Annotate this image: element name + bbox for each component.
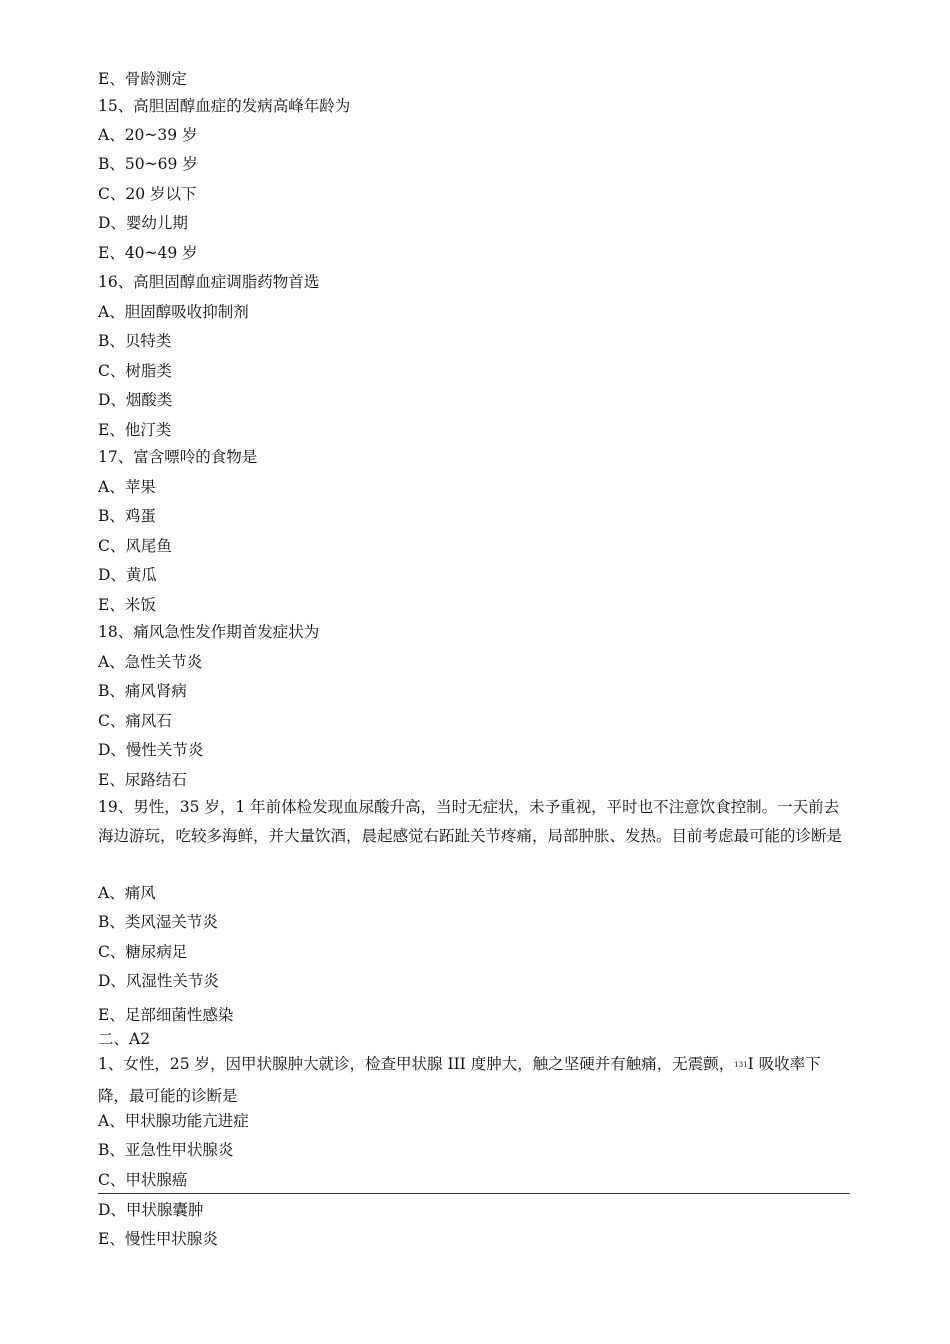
option-line: B、鸡蛋 (98, 507, 156, 525)
option-line: C、风尾鱼 (98, 537, 172, 555)
option-line: D、烟酸类 (98, 391, 173, 409)
option-line: A、苹果 (98, 478, 156, 496)
question-title: 15、高胆固醇血症的发病高峰年龄为 (98, 97, 351, 115)
option-line: C、甲状腺癌 (98, 1171, 188, 1189)
option-line: E、慢性甲状腺炎 (98, 1230, 218, 1248)
option-line: E、足部细菌性感染 (98, 1006, 234, 1024)
option-line: E、他汀类 (98, 421, 172, 439)
section-heading: 二、A2 (98, 1030, 151, 1048)
a2-question-1-text-after: I 吸收率下降，最可能的诊断是 (98, 1055, 821, 1105)
question-title: 18、痛风急性发作期首发症状为 (98, 623, 320, 641)
option-line: A、痛风 (98, 884, 156, 902)
option-line: D、慢性关节炎 (98, 741, 204, 759)
option-line: D、甲状腺囊肿 (98, 1201, 204, 1219)
a2-question-1-text (98, 1050, 850, 1111)
option-line: C、树脂类 (98, 362, 172, 380)
isotope-superscript: 131 (734, 1061, 748, 1069)
option-line: D、风湿性关节炎 (98, 972, 219, 990)
option-line: A、甲状腺功能亢进症 (98, 1112, 249, 1130)
option-line: B、50~69 岁 (98, 155, 198, 173)
question-title: 16、高胆固醇血症调脂药物首选 (98, 273, 320, 291)
option-line: C、痛风石 (98, 712, 172, 730)
page-divider (98, 1193, 850, 1194)
option-line: D、婴幼儿期 (98, 214, 188, 232)
option-line: B、贝特类 (98, 332, 172, 350)
option-line: A、胆固醇吸收抑制剂 (98, 303, 249, 321)
option-line: B、亚急性甲状腺炎 (98, 1141, 234, 1159)
option-line: B、痛风肾病 (98, 682, 187, 700)
option-line: E、骨龄测定 (98, 70, 187, 88)
question-19-text: 19、男性，35 岁，1 年前体检发现血尿酸升高，当时无症状，未予重视，平时也不注意饮食控制。一天前去海边游玩，吃较多海鲜，并大量饮酒，晨起感觉右跖趾关节疼痛，局部肿胀、发热。目前考虑最可能的诊断是 (98, 798, 843, 845)
option-line: A、急性关节炎 (98, 653, 203, 671)
a2-question-1-text-before: 1、女性，25 岁，因甲状腺肿大就诊，检查甲状腺 III 度肿大，触之坚硬并有触痛，无震颤， (98, 1055, 735, 1073)
option-line: C、糖尿病足 (98, 943, 188, 961)
option-line: A、20~39 岁 (98, 126, 198, 144)
option-line: D、黄瓜 (98, 566, 157, 584)
option-line: E、米饭 (98, 596, 156, 614)
option-line: E、尿路结石 (98, 771, 187, 789)
option-line: B、类风湿关节炎 (98, 913, 218, 931)
option-line: E、40~49 岁 (98, 244, 198, 262)
option-line: C、20 岁以下 (98, 185, 197, 203)
question-title: 17、富含嘌呤的食物是 (98, 448, 258, 466)
